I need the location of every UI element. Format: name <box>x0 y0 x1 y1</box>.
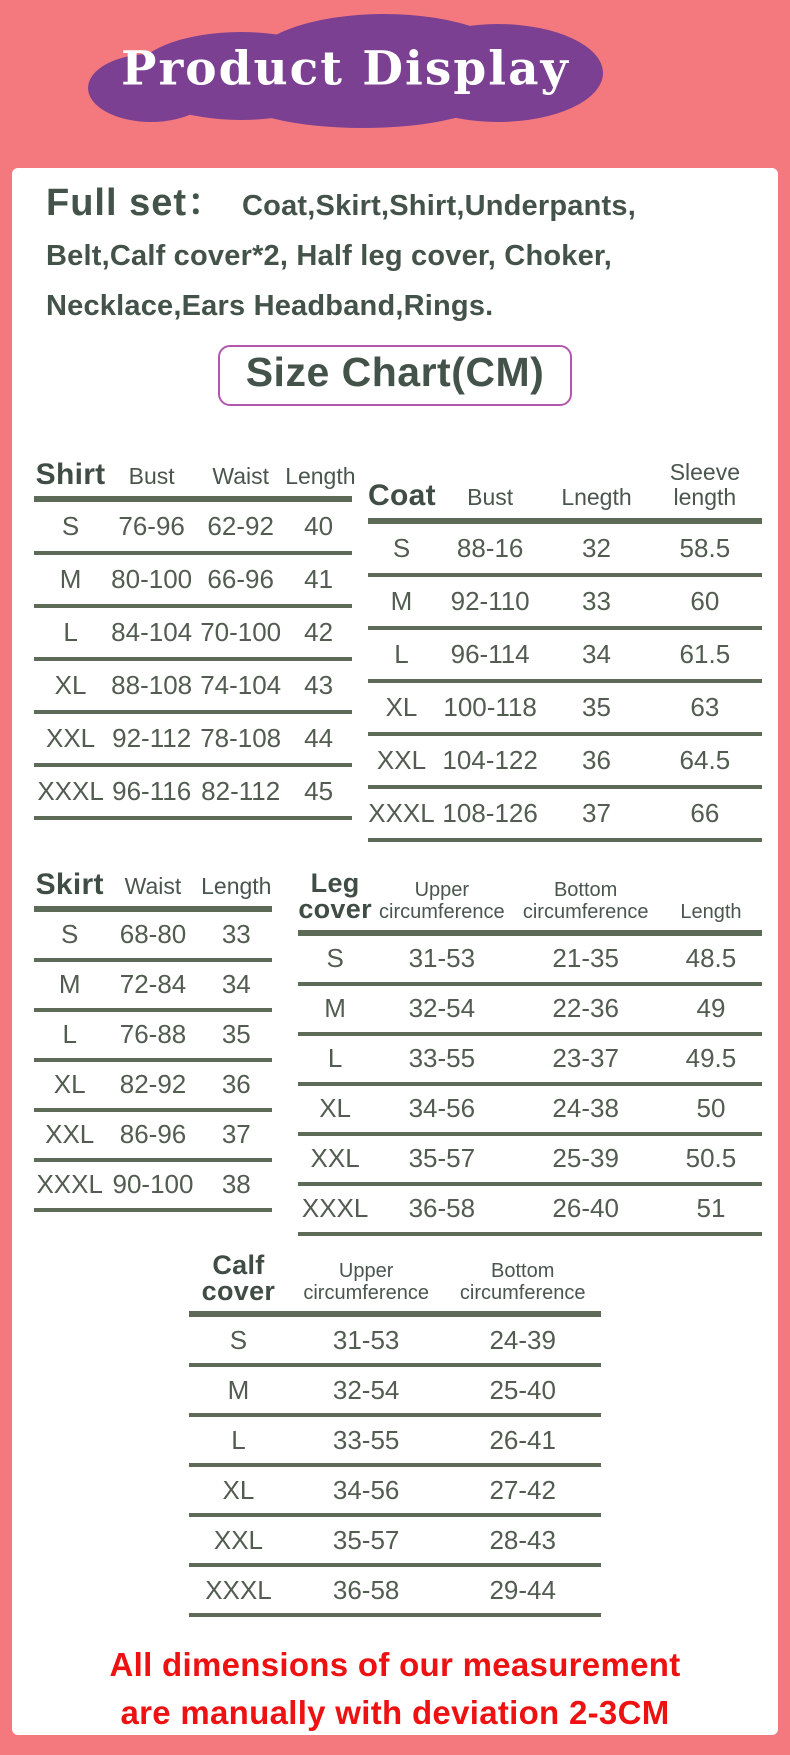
size-label: XXL <box>368 734 435 787</box>
skirt-table-title: Skirt <box>34 870 105 909</box>
header-row <box>298 870 762 933</box>
table-row <box>34 553 352 606</box>
size-value: 24-38 <box>511 1084 659 1134</box>
table-row <box>298 1134 762 1184</box>
full-set-description <box>46 178 752 331</box>
size-value: 41 <box>285 553 352 606</box>
size-value: 78-108 <box>196 712 285 765</box>
size-value: 63 <box>648 681 762 734</box>
shirt-table-title: Shirt <box>34 446 107 499</box>
size-value: 32-54 <box>288 1365 445 1415</box>
size-value: 32-54 <box>372 984 511 1034</box>
column-header: Length <box>285 446 352 499</box>
size-label: M <box>298 984 372 1034</box>
size-value: 29-44 <box>444 1565 601 1615</box>
table-row <box>189 1365 601 1415</box>
full-set-items: Coat,Skirt,Shirt,Underpants, <box>242 190 636 222</box>
size-value: 34 <box>201 960 272 1010</box>
size-value: 40 <box>285 499 352 553</box>
full-set-line: Necklace,Ears Headband,Rings. <box>46 290 494 322</box>
size-value: 92-110 <box>435 575 545 628</box>
size-label: XXL <box>34 712 107 765</box>
size-label: XXL <box>189 1515 288 1565</box>
size-value: 31-53 <box>288 1314 445 1365</box>
size-value: 108-126 <box>435 787 545 840</box>
coat-table-title: Coat <box>368 446 435 521</box>
size-value: 26-41 <box>444 1415 601 1465</box>
size-value: 26-40 <box>511 1184 659 1234</box>
content-card <box>12 168 778 1735</box>
size-value: 38 <box>201 1160 272 1210</box>
disclaimer-line: All dimensions of our measurement <box>109 1646 681 1684</box>
table-row <box>298 1034 762 1084</box>
measurement-disclaimer <box>12 1641 778 1737</box>
column-header: Length <box>660 870 762 933</box>
size-value: 23-37 <box>511 1034 659 1084</box>
table-row <box>189 1515 601 1565</box>
size-value: 96-114 <box>435 628 545 681</box>
size-label: S <box>34 909 105 960</box>
size-label: XL <box>34 1060 105 1110</box>
size-label: XXXL <box>189 1565 288 1615</box>
size-value: 44 <box>285 712 352 765</box>
size-label: XL <box>34 659 107 712</box>
size-value: 70-100 <box>196 606 285 659</box>
size-value: 24-39 <box>444 1314 601 1365</box>
size-label: S <box>189 1314 288 1365</box>
table-row <box>368 575 762 628</box>
size-value: 35 <box>545 681 647 734</box>
size-label: S <box>368 521 435 575</box>
size-label: L <box>298 1034 372 1084</box>
size-value: 28-43 <box>444 1515 601 1565</box>
tables-row-3 <box>189 1249 601 1618</box>
table-row <box>298 1184 762 1234</box>
size-label: M <box>34 960 105 1010</box>
size-value: 33-55 <box>288 1415 445 1465</box>
full-set-line <box>46 178 752 231</box>
size-value: 100-118 <box>435 681 545 734</box>
calfcover-table-title: Calf cover <box>189 1252 288 1315</box>
table-row <box>298 933 762 984</box>
column-header: Bust <box>107 446 196 499</box>
table-row <box>34 765 352 818</box>
table-row <box>34 1060 272 1110</box>
size-value: 72-84 <box>105 960 200 1010</box>
table-row <box>34 606 352 659</box>
table-row <box>34 1110 272 1160</box>
size-value: 66-96 <box>196 553 285 606</box>
disclaimer-line: are manually with deviation 2-3CM <box>120 1694 670 1732</box>
table-row <box>368 787 762 840</box>
size-label: S <box>34 499 107 553</box>
size-value: 37 <box>545 787 647 840</box>
table-row <box>368 681 762 734</box>
size-value: 49 <box>660 984 762 1034</box>
size-value: 51 <box>660 1184 762 1234</box>
table-row <box>298 1084 762 1134</box>
banner-cloud <box>88 20 603 118</box>
size-label: L <box>34 1010 105 1060</box>
size-label: M <box>189 1365 288 1415</box>
size-label: XL <box>368 681 435 734</box>
size-value: 68-80 <box>105 909 200 960</box>
size-value: 82-92 <box>105 1060 200 1110</box>
size-value: 49.5 <box>660 1034 762 1084</box>
column-header: Length <box>201 870 272 909</box>
size-value: 76-96 <box>107 499 196 553</box>
column-header: Waist <box>196 446 285 499</box>
size-value: 90-100 <box>105 1160 200 1210</box>
tables-row-1 <box>34 446 762 842</box>
column-header: Upper circumference <box>288 1252 445 1315</box>
size-label: M <box>34 553 107 606</box>
size-value: 64.5 <box>648 734 762 787</box>
size-label: XL <box>298 1084 372 1134</box>
table-row <box>368 521 762 575</box>
table-row <box>368 628 762 681</box>
size-value: 34 <box>545 628 647 681</box>
column-header: Waist <box>105 870 200 909</box>
column-header: Bottom circumference <box>444 1252 601 1315</box>
size-value: 86-96 <box>105 1110 200 1160</box>
size-label: L <box>34 606 107 659</box>
header-row <box>189 1252 601 1315</box>
column-header: Sleeve length <box>648 446 762 521</box>
size-value: 82-112 <box>196 765 285 818</box>
table-row <box>368 734 762 787</box>
coat-size-table <box>368 446 762 842</box>
size-label: XL <box>189 1465 288 1515</box>
table-row <box>34 659 352 712</box>
size-label: S <box>298 933 372 984</box>
size-value: 37 <box>201 1110 272 1160</box>
size-label: L <box>368 628 435 681</box>
size-value: 50 <box>660 1084 762 1134</box>
table-row <box>189 1314 601 1365</box>
size-value: 50.5 <box>660 1134 762 1184</box>
size-label: M <box>368 575 435 628</box>
size-value: 48.5 <box>660 933 762 984</box>
tables-row-2 <box>34 867 762 1236</box>
skirt-size-table <box>34 867 272 1212</box>
full-set-label: Full set： <box>46 182 227 224</box>
page-title: Product Display <box>121 41 570 97</box>
size-value: 36-58 <box>372 1184 511 1234</box>
size-value: 104-122 <box>435 734 545 787</box>
size-value: 62-92 <box>196 499 285 553</box>
size-value: 22-36 <box>511 984 659 1034</box>
size-label: XXXL <box>34 765 107 818</box>
table-row <box>34 960 272 1010</box>
column-header: Bust <box>435 446 545 521</box>
size-value: 74-104 <box>196 659 285 712</box>
header-row <box>34 446 352 499</box>
legcover-size-table <box>298 867 762 1236</box>
size-value: 36 <box>201 1060 272 1110</box>
size-value: 35 <box>201 1010 272 1060</box>
size-value: 45 <box>285 765 352 818</box>
table-row <box>34 1160 272 1210</box>
coat-size-table-container <box>368 446 762 842</box>
table-row <box>34 712 352 765</box>
size-value: 27-42 <box>444 1465 601 1515</box>
table-row <box>34 1010 272 1060</box>
header-row <box>34 870 272 909</box>
header-row <box>368 446 762 521</box>
size-value: 66 <box>648 787 762 840</box>
size-value: 25-39 <box>511 1134 659 1184</box>
size-value: 42 <box>285 606 352 659</box>
legcover-table-title: Leg cover <box>298 870 372 933</box>
shirt-size-table <box>34 446 356 820</box>
size-value: 88-16 <box>435 521 545 575</box>
size-value: 88-108 <box>107 659 196 712</box>
size-value: 31-53 <box>372 933 511 984</box>
size-value: 25-40 <box>444 1365 601 1415</box>
size-value: 33 <box>201 909 272 960</box>
size-value: 33-55 <box>372 1034 511 1084</box>
size-label: XXXL <box>368 787 435 840</box>
shirt-size-table-container <box>34 446 356 842</box>
table-row <box>34 909 272 960</box>
size-label: XXXL <box>34 1160 105 1210</box>
table-row <box>298 984 762 1034</box>
size-value: 61.5 <box>648 628 762 681</box>
table-row <box>189 1465 601 1515</box>
size-value: 33 <box>545 575 647 628</box>
size-value: 36-58 <box>288 1565 445 1615</box>
leg-cover-size-table-container <box>298 867 762 1236</box>
size-value: 32 <box>545 521 647 575</box>
size-label: XXXL <box>298 1184 372 1234</box>
size-value: 84-104 <box>107 606 196 659</box>
size-value: 34-56 <box>372 1084 511 1134</box>
size-value: 58.5 <box>648 521 762 575</box>
size-label: L <box>189 1415 288 1465</box>
size-value: 76-88 <box>105 1010 200 1060</box>
size-value: 43 <box>285 659 352 712</box>
size-value: 80-100 <box>107 553 196 606</box>
table-row <box>189 1415 601 1465</box>
size-value: 34-56 <box>288 1465 445 1515</box>
size-label: XXL <box>34 1110 105 1160</box>
full-set-line: Belt,Calf cover*2, Half leg cover, Choker, <box>46 240 613 272</box>
column-header: Bottom circumference <box>511 870 659 933</box>
skirt-size-table-container <box>34 867 272 1236</box>
column-header: Upper circumference <box>372 870 511 933</box>
table-row <box>189 1565 601 1615</box>
size-value: 92-112 <box>107 712 196 765</box>
size-value: 96-116 <box>107 765 196 818</box>
size-value: 60 <box>648 575 762 628</box>
size-value: 36 <box>545 734 647 787</box>
table-row <box>34 499 352 553</box>
column-header: Lnegth <box>545 446 647 521</box>
size-chart-heading: Size Chart(CM) <box>218 345 573 406</box>
size-value: 21-35 <box>511 933 659 984</box>
size-label: XXL <box>298 1134 372 1184</box>
size-value: 35-57 <box>288 1515 445 1565</box>
size-value: 35-57 <box>372 1134 511 1184</box>
calfcover-size-table <box>189 1249 601 1618</box>
calf-cover-size-table-container <box>189 1249 601 1618</box>
